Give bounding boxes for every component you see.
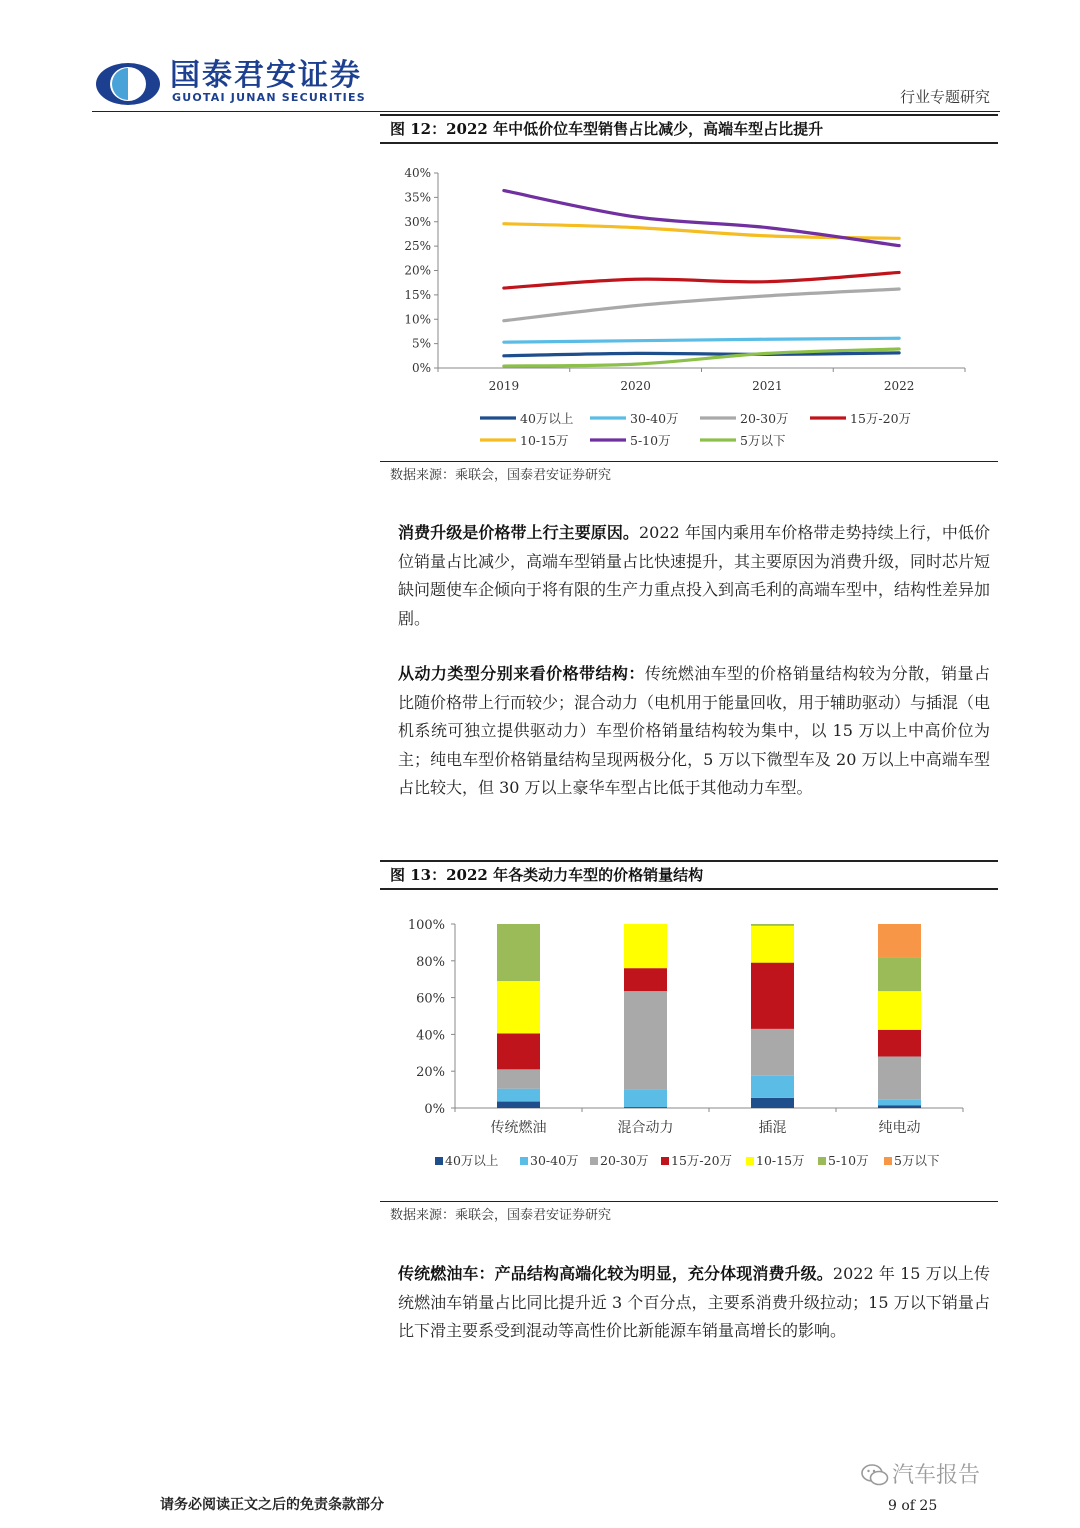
bar-segment xyxy=(497,1033,540,1069)
watermark-text: 汽车报告 xyxy=(892,1463,981,1488)
paragraph-text: 传统燃油车型的价格销量结构较为分散，销量占比随价格带上行而较少；混合动力（电机用于能量回收，用于辅助驱动）与插混（电机系统可独立提供驱动力）车型价格销量结构较为集中，以 15 万以上中高价位为主；纯电车型价格销量结构呈现两极分化，5 万以下微型车及 20 万以上中高端车型占比较大，但 30 万以上豪华车型占比低于其他动力车型。 xyxy=(398,664,991,797)
paragraph-lead: 从动力类型分别来看价格带结构： xyxy=(398,664,645,683)
line-chart xyxy=(380,150,998,460)
bar-segment xyxy=(751,924,794,926)
bar-segment xyxy=(751,1029,794,1076)
company-logo-icon xyxy=(94,60,162,108)
bar-segment xyxy=(624,924,667,968)
legend-label: 20-30万 xyxy=(600,1153,649,1168)
legend-label: 5-10万 xyxy=(630,433,671,448)
bar-segment xyxy=(497,924,540,981)
bar-segment xyxy=(624,1090,667,1107)
bar-segment xyxy=(878,1100,921,1106)
legend-swatch xyxy=(590,1157,598,1165)
bar-segment xyxy=(751,1076,794,1098)
paragraph-text: 2022 年国内乘用车价格带走势持续上行，中低价位销量占比减少，高端车型销量占比快速提升，其主要原因为消费升级，同时芯片短缺问题使车企倾向于将有限的生产力重点投入到高毛利的高端车型中，结构性差异加剧。 xyxy=(398,523,991,628)
bar-segment xyxy=(878,1105,921,1108)
bar-segment xyxy=(624,991,667,1089)
bar-segment xyxy=(878,957,921,991)
figure-13-bottom-rule xyxy=(380,1201,998,1202)
stacked-bar-chart xyxy=(380,896,998,1200)
paragraph-consumption-upgrade xyxy=(398,519,990,633)
wechat-icon xyxy=(860,1462,890,1488)
legend-swatch xyxy=(818,1157,826,1165)
legend-swatch xyxy=(884,1157,892,1165)
report-type-label: 行业专题研究 xyxy=(899,88,990,106)
y-tick-label: 25% xyxy=(404,239,431,254)
company-name-en: GUOTAI JUNAN SECURITIES xyxy=(172,91,366,104)
y-tick-label: 5% xyxy=(411,336,431,351)
series-line-40万以上 xyxy=(504,353,899,356)
y-tick-label: 30% xyxy=(404,214,431,229)
figure-13-source: 数据来源：乘联会，国泰君安证券研究 xyxy=(390,1208,612,1223)
y-tick-label: 40% xyxy=(416,1028,445,1044)
figure-12-bottom-rule xyxy=(380,461,998,462)
figure-13-title: 图 13：2022 年各类动力车型的价格销量结构 xyxy=(380,860,998,890)
figure-12-source: 数据来源：乘联会，国泰君安证券研究 xyxy=(390,468,612,483)
legend-label: 5万以下 xyxy=(894,1153,940,1168)
legend-label: 20-30万 xyxy=(740,411,789,426)
bar-segment xyxy=(751,926,794,963)
legend-label: 10-15万 xyxy=(520,433,569,448)
bar-segment xyxy=(878,924,921,957)
bar-segment xyxy=(497,981,540,1033)
bar-segment xyxy=(497,1089,540,1102)
y-tick-label: 20% xyxy=(416,1065,445,1081)
y-tick-label: 20% xyxy=(404,263,431,278)
figure-12-title: 图 12：2022 年中低价位车型销售占比减少，高端车型占比提升 xyxy=(380,114,998,144)
page-number: 9 of 25 xyxy=(888,1498,938,1514)
x-tick-label: 混合动力 xyxy=(617,1120,674,1136)
x-tick-label: 传统燃油 xyxy=(490,1120,547,1136)
legend-swatch xyxy=(435,1157,443,1165)
series-line-5万以下 xyxy=(504,349,899,366)
y-tick-label: 60% xyxy=(416,991,445,1007)
y-tick-label: 100% xyxy=(407,918,445,933)
bar-segment xyxy=(497,1102,540,1108)
y-tick-label: 40% xyxy=(404,166,431,180)
y-tick-label: 0% xyxy=(411,361,431,375)
bar-segment xyxy=(878,991,921,1030)
bar-segment xyxy=(878,1056,921,1099)
legend-swatch xyxy=(520,1157,528,1165)
y-tick-label: 15% xyxy=(404,287,431,302)
y-tick-label: 0% xyxy=(424,1102,445,1117)
x-tick-label: 纯电动 xyxy=(878,1120,921,1136)
x-tick-label: 插混 xyxy=(758,1120,787,1136)
series-line-15万-20万 xyxy=(504,272,899,288)
legend-label: 30-40万 xyxy=(530,1153,579,1168)
header-divider xyxy=(92,111,1000,112)
x-tick-label: 2020 xyxy=(620,379,651,393)
legend-label: 15万-20万 xyxy=(671,1153,733,1168)
x-tick-label: 2019 xyxy=(488,379,520,393)
legend-label: 10-15万 xyxy=(756,1153,805,1168)
paragraph-lead: 传统燃油车：产品结构高端化较为明显，充分体现消费升级。 xyxy=(398,1264,833,1283)
footer-disclaimer: 请务必阅读正文之后的免责条款部分 xyxy=(160,1497,384,1513)
series-line-5-10万 xyxy=(504,191,899,246)
legend-label: 5万以下 xyxy=(740,433,786,448)
legend-label: 5-10万 xyxy=(828,1153,869,1168)
y-tick-label: 80% xyxy=(416,954,445,970)
legend-label: 40万以上 xyxy=(520,411,574,426)
x-tick-label: 2022 xyxy=(883,379,915,393)
bar-segment xyxy=(751,1098,794,1108)
bar-segment xyxy=(497,1069,540,1088)
bar-segment xyxy=(751,963,794,1029)
legend-label: 30-40万 xyxy=(630,411,679,426)
legend-swatch xyxy=(746,1157,754,1165)
y-tick-label: 10% xyxy=(404,312,431,327)
bar-segment xyxy=(878,1030,921,1057)
series-line-30-40万 xyxy=(504,338,899,342)
paragraph-ice-vehicles xyxy=(398,1260,990,1346)
legend-swatch xyxy=(661,1157,669,1165)
paragraph-lead: 消费升级是价格带上行主要原因。 xyxy=(398,523,639,542)
paragraph-powertrain-structure xyxy=(398,660,990,803)
y-tick-label: 35% xyxy=(404,190,431,205)
company-name-cn: 国泰君安证券 xyxy=(170,58,362,93)
legend-label: 15万-20万 xyxy=(850,411,912,426)
bar-segment xyxy=(624,968,667,991)
legend-label: 40万以上 xyxy=(445,1153,499,1168)
bar-segment xyxy=(624,1107,667,1108)
series-line-20-30万 xyxy=(504,289,899,321)
paragraph-text: 2022 年 15 万以上传统燃油车销量占比同比提升近 3 个百分点，主要系消费升级拉动；15 万以下销量占比下滑主要系受到混动等高性价比新能源车销量高增长的影响。 xyxy=(398,1264,990,1340)
x-tick-label: 2021 xyxy=(752,379,783,393)
